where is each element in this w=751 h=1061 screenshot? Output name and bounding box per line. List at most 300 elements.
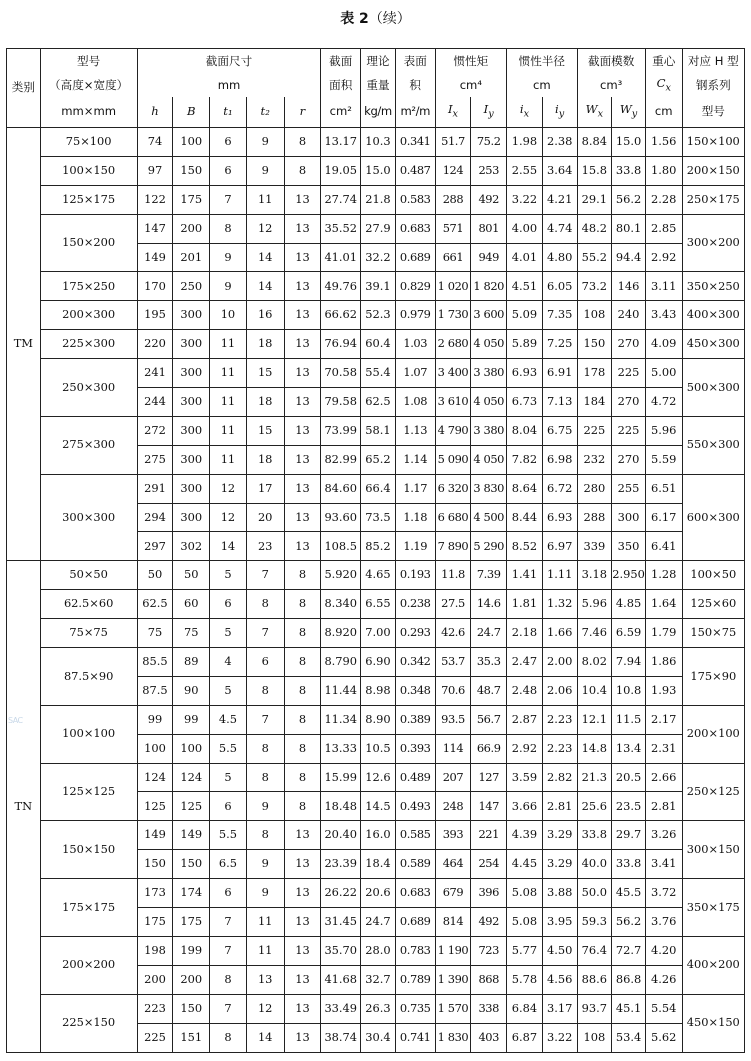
value-cell: 56.2 bbox=[612, 185, 646, 214]
model-cell: 100×100 bbox=[40, 705, 137, 763]
value-cell: 45.1 bbox=[612, 994, 646, 1023]
value-cell: 32.7 bbox=[361, 965, 396, 994]
value-cell: 5.96 bbox=[577, 590, 612, 619]
header-category: 类别 bbox=[7, 49, 41, 128]
value-cell: 4.80 bbox=[542, 243, 577, 272]
value-cell: 6.55 bbox=[361, 590, 396, 619]
value-cell: 253 bbox=[471, 156, 507, 185]
table-row bbox=[7, 128, 745, 157]
value-cell: 13 bbox=[284, 994, 321, 1023]
value-cell: 2.18 bbox=[507, 619, 543, 648]
value-cell: 8 bbox=[246, 734, 284, 763]
header-hseries-sub: 钢系列 bbox=[682, 75, 744, 97]
value-cell: 8.340 bbox=[321, 590, 361, 619]
value-cell: 2.28 bbox=[645, 185, 682, 214]
value-cell: 11 bbox=[210, 416, 247, 445]
value-cell: 3.64 bbox=[542, 156, 577, 185]
table-body bbox=[7, 128, 745, 1053]
table-row bbox=[7, 705, 745, 734]
value-cell: 8.04 bbox=[507, 416, 543, 445]
value-cell: 1.98 bbox=[507, 128, 543, 157]
value-cell: 3.72 bbox=[645, 879, 682, 908]
value-cell: 13 bbox=[284, 965, 321, 994]
value-cell: 3 380 bbox=[471, 416, 507, 445]
header-weight: 理论 bbox=[361, 49, 396, 75]
value-cell: 207 bbox=[435, 763, 471, 792]
value-cell: 5 bbox=[210, 763, 247, 792]
value-cell: 393 bbox=[435, 821, 471, 850]
value-cell: 8 bbox=[284, 734, 321, 763]
value-cell: 13 bbox=[284, 272, 321, 301]
value-cell: 300 bbox=[173, 474, 210, 503]
value-cell: 74 bbox=[137, 128, 173, 157]
value-cell: 38.74 bbox=[321, 1023, 361, 1052]
value-cell: 0.389 bbox=[395, 705, 435, 734]
value-cell: 1 730 bbox=[435, 301, 471, 330]
value-cell: 41.68 bbox=[321, 965, 361, 994]
value-cell: 85.5 bbox=[137, 648, 173, 677]
value-cell: 0.979 bbox=[395, 301, 435, 330]
value-cell: 0.238 bbox=[395, 590, 435, 619]
value-cell: 8 bbox=[284, 619, 321, 648]
value-cell: 1.14 bbox=[395, 445, 435, 474]
value-cell: 7.25 bbox=[542, 330, 577, 359]
value-cell: 1.17 bbox=[395, 474, 435, 503]
value-cell: 11.8 bbox=[435, 561, 471, 590]
value-cell: 1 830 bbox=[435, 1023, 471, 1052]
header-area-unit: cm² bbox=[321, 97, 361, 128]
value-cell: 3.26 bbox=[645, 821, 682, 850]
value-cell: 14.5 bbox=[361, 792, 396, 821]
value-cell: 13 bbox=[284, 243, 321, 272]
value-cell: 11 bbox=[246, 908, 284, 937]
value-cell: 149 bbox=[137, 243, 173, 272]
value-cell: 5.5 bbox=[210, 821, 247, 850]
value-cell: 300 bbox=[173, 503, 210, 532]
value-cell: 0.493 bbox=[395, 792, 435, 821]
value-cell: 1.08 bbox=[395, 388, 435, 417]
header-surface-sub: 积 bbox=[395, 75, 435, 97]
value-cell: 9 bbox=[246, 156, 284, 185]
value-cell: 72.7 bbox=[612, 936, 646, 965]
value-cell: 14.6 bbox=[471, 590, 507, 619]
value-cell: 294 bbox=[137, 503, 173, 532]
h-series-cell: 150×75 bbox=[682, 619, 744, 648]
value-cell: 7 bbox=[246, 705, 284, 734]
value-cell: 53.7 bbox=[435, 648, 471, 677]
value-cell: 8 bbox=[284, 128, 321, 157]
value-cell: 124 bbox=[435, 156, 471, 185]
value-cell: 12 bbox=[246, 214, 284, 243]
header-area-sub: 面积 bbox=[321, 75, 361, 97]
value-cell: 15.0 bbox=[612, 128, 646, 157]
value-cell: 11.5 bbox=[612, 705, 646, 734]
value-cell: 0.341 bbox=[395, 128, 435, 157]
value-cell: 2.87 bbox=[507, 705, 543, 734]
value-cell: 32.2 bbox=[361, 243, 396, 272]
header-surface: 表面 bbox=[395, 49, 435, 75]
value-cell: 8.64 bbox=[507, 474, 543, 503]
table-row bbox=[7, 156, 745, 185]
value-cell: 4.74 bbox=[542, 214, 577, 243]
value-cell: 2.00 bbox=[542, 648, 577, 677]
value-cell: 8 bbox=[246, 763, 284, 792]
value-cell: 6.73 bbox=[507, 388, 543, 417]
value-cell: 13 bbox=[284, 850, 321, 879]
value-cell: 50.0 bbox=[577, 879, 612, 908]
value-cell: 2.55 bbox=[507, 156, 543, 185]
value-cell: 13 bbox=[284, 908, 321, 937]
value-cell: 30.4 bbox=[361, 1023, 396, 1052]
h-series-cell: 550×300 bbox=[682, 416, 744, 474]
model-cell: 125×125 bbox=[40, 763, 137, 821]
value-cell: 5.96 bbox=[645, 416, 682, 445]
value-cell: 225 bbox=[612, 416, 646, 445]
value-cell: 48.2 bbox=[577, 214, 612, 243]
value-cell: 7.94 bbox=[612, 648, 646, 677]
value-cell: 2.81 bbox=[542, 792, 577, 821]
value-cell: 1 190 bbox=[435, 936, 471, 965]
value-cell: 396 bbox=[471, 879, 507, 908]
header-dim-t2: t₂ bbox=[246, 97, 284, 128]
value-cell: 1.93 bbox=[645, 676, 682, 705]
value-cell: 221 bbox=[471, 821, 507, 850]
value-cell: 56.7 bbox=[471, 705, 507, 734]
value-cell: 3.17 bbox=[542, 994, 577, 1023]
header-radius-unit: cm bbox=[507, 75, 577, 97]
value-cell: 13 bbox=[284, 474, 321, 503]
value-cell: 55.4 bbox=[361, 359, 396, 388]
model-cell: 175×175 bbox=[40, 879, 137, 937]
value-cell: 8 bbox=[246, 676, 284, 705]
value-cell: 2.38 bbox=[542, 128, 577, 157]
value-cell: 1.81 bbox=[507, 590, 543, 619]
value-cell: 1.32 bbox=[542, 590, 577, 619]
header-dim-r: r bbox=[284, 97, 321, 128]
value-cell: 76.94 bbox=[321, 330, 361, 359]
value-cell: 270 bbox=[612, 330, 646, 359]
value-cell: 33.8 bbox=[612, 156, 646, 185]
value-cell: 13.17 bbox=[321, 128, 361, 157]
value-cell: 4.45 bbox=[507, 850, 543, 879]
value-cell: 12.1 bbox=[577, 705, 612, 734]
h-series-cell: 200×100 bbox=[682, 705, 744, 763]
value-cell: 0.583 bbox=[395, 185, 435, 214]
value-cell: 124 bbox=[173, 763, 210, 792]
value-cell: 5.77 bbox=[507, 936, 543, 965]
header-centroid: 重心 bbox=[645, 49, 682, 75]
value-cell: 4.09 bbox=[645, 330, 682, 359]
value-cell: 270 bbox=[612, 445, 646, 474]
value-cell: 75 bbox=[137, 619, 173, 648]
value-cell: 45.5 bbox=[612, 879, 646, 908]
value-cell: 93.5 bbox=[435, 705, 471, 734]
value-cell: 70.58 bbox=[321, 359, 361, 388]
value-cell: 94.4 bbox=[612, 243, 646, 272]
value-cell: 93.7 bbox=[577, 994, 612, 1023]
value-cell: 1.03 bbox=[395, 330, 435, 359]
h-series-cell: 125×60 bbox=[682, 590, 744, 619]
value-cell: 5.920 bbox=[321, 561, 361, 590]
value-cell: 7.46 bbox=[577, 619, 612, 648]
value-cell: 39.1 bbox=[361, 272, 396, 301]
value-cell: 225 bbox=[577, 416, 612, 445]
value-cell: 99 bbox=[137, 705, 173, 734]
value-cell: 8.84 bbox=[577, 128, 612, 157]
value-cell: 200 bbox=[173, 965, 210, 994]
value-cell: 66.9 bbox=[471, 734, 507, 763]
value-cell: 8 bbox=[246, 590, 284, 619]
value-cell: 1.19 bbox=[395, 532, 435, 561]
value-cell: 11 bbox=[210, 445, 247, 474]
model-cell: 225×150 bbox=[40, 994, 137, 1052]
value-cell: 127 bbox=[471, 763, 507, 792]
header-centroid-unit: cm bbox=[645, 97, 682, 128]
value-cell: 66.62 bbox=[321, 301, 361, 330]
value-cell: 6.17 bbox=[645, 503, 682, 532]
value-cell: 338 bbox=[471, 994, 507, 1023]
value-cell: 10 bbox=[210, 301, 247, 330]
table-row bbox=[7, 330, 745, 359]
model-cell: 200×300 bbox=[40, 301, 137, 330]
value-cell: 0.585 bbox=[395, 821, 435, 850]
value-cell: 291 bbox=[137, 474, 173, 503]
header-hseries-model: 型号 bbox=[682, 97, 744, 128]
value-cell: 7.82 bbox=[507, 445, 543, 474]
header-dim-h: h bbox=[137, 97, 173, 128]
h-series-cell: 300×150 bbox=[682, 821, 744, 879]
value-cell: 53.4 bbox=[612, 1023, 646, 1052]
value-cell: 949 bbox=[471, 243, 507, 272]
value-cell: 16 bbox=[246, 301, 284, 330]
value-cell: 1 820 bbox=[471, 272, 507, 301]
value-cell: 4 790 bbox=[435, 416, 471, 445]
value-cell: 0.735 bbox=[395, 994, 435, 1023]
value-cell: 6 bbox=[210, 128, 247, 157]
value-cell: 150 bbox=[577, 330, 612, 359]
value-cell: 21.8 bbox=[361, 185, 396, 214]
value-cell: 41.01 bbox=[321, 243, 361, 272]
h-series-cell: 600×300 bbox=[682, 474, 744, 561]
value-cell: 19.05 bbox=[321, 156, 361, 185]
value-cell: 0.193 bbox=[395, 561, 435, 590]
value-cell: 0.783 bbox=[395, 936, 435, 965]
value-cell: 93.60 bbox=[321, 503, 361, 532]
value-cell: 5 bbox=[210, 676, 247, 705]
value-cell: 8 bbox=[284, 648, 321, 677]
value-cell: 8 bbox=[284, 763, 321, 792]
value-cell: 23.5 bbox=[612, 792, 646, 821]
value-cell: 20.6 bbox=[361, 879, 396, 908]
value-cell: 70.6 bbox=[435, 676, 471, 705]
value-cell: 90 bbox=[173, 676, 210, 705]
value-cell: 114 bbox=[435, 734, 471, 763]
value-cell: 33.49 bbox=[321, 994, 361, 1023]
value-cell: 250 bbox=[173, 272, 210, 301]
value-cell: 14.8 bbox=[577, 734, 612, 763]
model-cell: 62.5×60 bbox=[40, 590, 137, 619]
header-area: 截面 bbox=[321, 49, 361, 75]
value-cell: 84.60 bbox=[321, 474, 361, 503]
value-cell: 4.21 bbox=[542, 185, 577, 214]
value-cell: 86.8 bbox=[612, 965, 646, 994]
value-cell: 4.20 bbox=[645, 936, 682, 965]
value-cell: 12 bbox=[210, 474, 247, 503]
watermark: SAC bbox=[8, 716, 23, 725]
value-cell: 147 bbox=[137, 214, 173, 243]
value-cell: 40.0 bbox=[577, 850, 612, 879]
value-cell: 0.489 bbox=[395, 763, 435, 792]
value-cell: 20.40 bbox=[321, 821, 361, 850]
value-cell: 79.58 bbox=[321, 388, 361, 417]
value-cell: 3.95 bbox=[542, 908, 577, 937]
value-cell: 8.90 bbox=[361, 705, 396, 734]
value-cell: 87.5 bbox=[137, 676, 173, 705]
value-cell: 195 bbox=[137, 301, 173, 330]
value-cell: 1 570 bbox=[435, 994, 471, 1023]
value-cell: 4.51 bbox=[507, 272, 543, 301]
value-cell: 184 bbox=[577, 388, 612, 417]
value-cell: 2.23 bbox=[542, 734, 577, 763]
h-series-cell: 400×200 bbox=[682, 936, 744, 994]
value-cell: 1.56 bbox=[645, 128, 682, 157]
value-cell: 13 bbox=[284, 301, 321, 330]
value-cell: 33.8 bbox=[577, 821, 612, 850]
value-cell: 8 bbox=[246, 821, 284, 850]
value-cell: 124 bbox=[137, 763, 173, 792]
value-cell: 1.79 bbox=[645, 619, 682, 648]
header-radius: 惯性半径 bbox=[507, 49, 577, 75]
value-cell: 723 bbox=[471, 936, 507, 965]
value-cell: 60.4 bbox=[361, 330, 396, 359]
value-cell: 13 bbox=[284, 1023, 321, 1052]
value-cell: 8.790 bbox=[321, 648, 361, 677]
h-series-cell: 350×175 bbox=[682, 879, 744, 937]
value-cell: 1.64 bbox=[645, 590, 682, 619]
value-cell: 8 bbox=[284, 590, 321, 619]
value-cell: 15 bbox=[246, 359, 284, 388]
value-cell: 76.4 bbox=[577, 936, 612, 965]
value-cell: 6.41 bbox=[645, 532, 682, 561]
value-cell: 100 bbox=[137, 734, 173, 763]
table-row bbox=[7, 474, 745, 503]
h-series-cell: 100×50 bbox=[682, 561, 744, 590]
value-cell: 6 bbox=[210, 879, 247, 908]
value-cell: 0.689 bbox=[395, 908, 435, 937]
value-cell: 8 bbox=[284, 676, 321, 705]
value-cell: 24.7 bbox=[471, 619, 507, 648]
value-cell: 679 bbox=[435, 879, 471, 908]
value-cell: 108.5 bbox=[321, 532, 361, 561]
value-cell: 99 bbox=[173, 705, 210, 734]
value-cell: 13 bbox=[284, 185, 321, 214]
value-cell: 108 bbox=[577, 301, 612, 330]
value-cell: 255 bbox=[612, 474, 646, 503]
value-cell: 27.74 bbox=[321, 185, 361, 214]
value-cell: 27.9 bbox=[361, 214, 396, 243]
value-cell: 125 bbox=[137, 792, 173, 821]
table-row bbox=[7, 561, 745, 590]
value-cell: 1.41 bbox=[507, 561, 543, 590]
value-cell: 3 610 bbox=[435, 388, 471, 417]
value-cell: 4.01 bbox=[507, 243, 543, 272]
value-cell: 7 bbox=[210, 908, 247, 937]
value-cell: 0.342 bbox=[395, 648, 435, 677]
value-cell: 60 bbox=[173, 590, 210, 619]
value-cell: 464 bbox=[435, 850, 471, 879]
table-row bbox=[7, 359, 745, 388]
value-cell: 6 bbox=[210, 792, 247, 821]
value-cell: 58.1 bbox=[361, 416, 396, 445]
value-cell: 403 bbox=[471, 1023, 507, 1052]
value-cell: 13 bbox=[284, 503, 321, 532]
value-cell: 28.0 bbox=[361, 936, 396, 965]
value-cell: 80.1 bbox=[612, 214, 646, 243]
value-cell: 11 bbox=[210, 330, 247, 359]
h-series-cell: 350×250 bbox=[682, 272, 744, 301]
value-cell: 288 bbox=[435, 185, 471, 214]
value-cell: 4.5 bbox=[210, 705, 247, 734]
value-cell: 5.08 bbox=[507, 879, 543, 908]
value-cell: 300 bbox=[612, 503, 646, 532]
value-cell: 8 bbox=[210, 1023, 247, 1052]
value-cell: 6 bbox=[210, 590, 247, 619]
value-cell: 73.2 bbox=[577, 272, 612, 301]
table-row bbox=[7, 272, 745, 301]
value-cell: 66.4 bbox=[361, 474, 396, 503]
value-cell: 198 bbox=[137, 936, 173, 965]
value-cell: 7 bbox=[246, 619, 284, 648]
value-cell: 1.11 bbox=[542, 561, 577, 590]
value-cell: 6.98 bbox=[542, 445, 577, 474]
value-cell: 35.3 bbox=[471, 648, 507, 677]
value-cell: 661 bbox=[435, 243, 471, 272]
value-cell: 6.51 bbox=[645, 474, 682, 503]
header-dim-t1: t₁ bbox=[210, 97, 247, 128]
value-cell: 223 bbox=[137, 994, 173, 1023]
value-cell: 5.89 bbox=[507, 330, 543, 359]
value-cell: 1.28 bbox=[645, 561, 682, 590]
value-cell: 7 890 bbox=[435, 532, 471, 561]
value-cell: 15.0 bbox=[361, 156, 396, 185]
value-cell: 13 bbox=[284, 936, 321, 965]
value-cell: 18.48 bbox=[321, 792, 361, 821]
value-cell: 3.88 bbox=[542, 879, 577, 908]
value-cell: 0.589 bbox=[395, 850, 435, 879]
value-cell: 13 bbox=[246, 965, 284, 994]
value-cell: 302 bbox=[173, 532, 210, 561]
model-cell: 50×50 bbox=[40, 561, 137, 590]
value-cell: 25.6 bbox=[577, 792, 612, 821]
value-cell: 801 bbox=[471, 214, 507, 243]
h-series-cell: 400×300 bbox=[682, 301, 744, 330]
value-cell: 10.3 bbox=[361, 128, 396, 157]
value-cell: 5.59 bbox=[645, 445, 682, 474]
h-series-cell: 250×175 bbox=[682, 185, 744, 214]
value-cell: 3.76 bbox=[645, 908, 682, 937]
value-cell: 13 bbox=[284, 214, 321, 243]
value-cell: 12 bbox=[246, 994, 284, 1023]
value-cell: 0.348 bbox=[395, 676, 435, 705]
value-cell: 5 bbox=[210, 561, 247, 590]
value-cell: 97 bbox=[137, 156, 173, 185]
value-cell: 6.93 bbox=[542, 503, 577, 532]
value-cell: 20 bbox=[246, 503, 284, 532]
value-cell: 6 bbox=[210, 156, 247, 185]
value-cell: 12 bbox=[210, 503, 247, 532]
value-cell: 2.82 bbox=[542, 763, 577, 792]
value-cell: 12.6 bbox=[361, 763, 396, 792]
